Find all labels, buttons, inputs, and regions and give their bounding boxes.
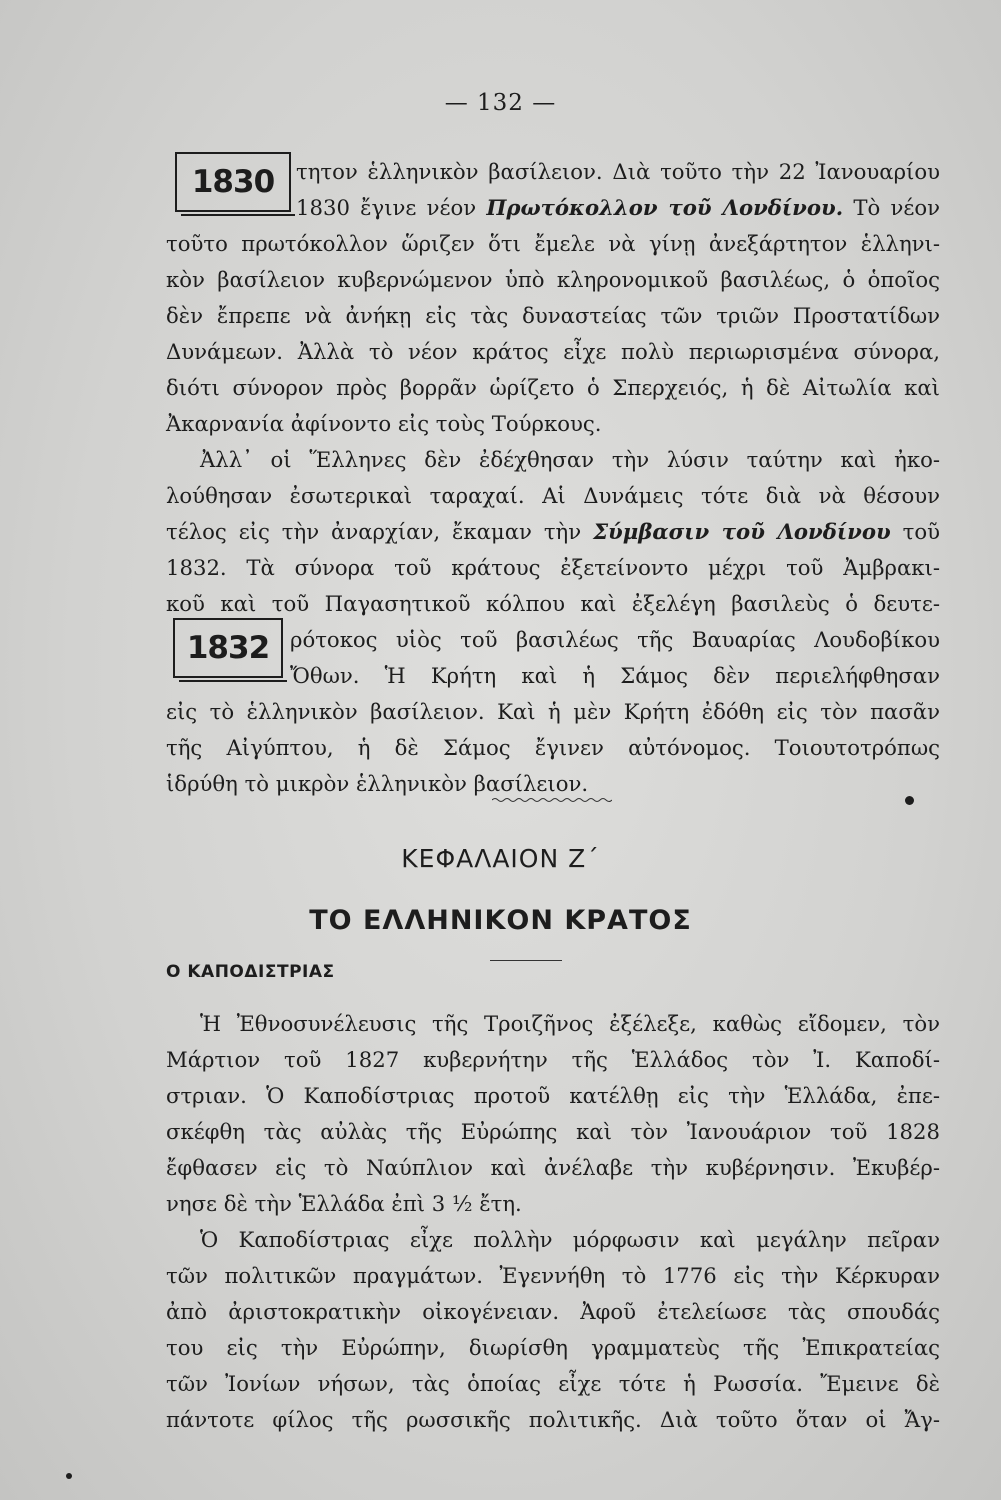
convention-emphasis: Σύμβασιν τοῦ Λονδίνου xyxy=(593,519,891,544)
protocol-emphasis: Πρωτόκολλον τοῦ Λονδίνου. xyxy=(486,195,844,220)
text-line: Ὄθων. Ἡ Κρήτη καὶ ἡ Σάμος δὲν περιελήφθησαν xyxy=(290,663,940,688)
text-line: πάντοτε φίλος τῆς ρωσσικῆς πολιτικῆς. Διὰ τοῦτο ὅταν οἱ Ἄγ- xyxy=(166,1407,940,1432)
text-line: ρότοκος υἱὸς τοῦ βασιλέως τῆς Βαυαρίας Λουδοβίκου xyxy=(290,627,940,652)
text-span: Τὸ νέον xyxy=(853,195,940,220)
text-line xyxy=(296,197,940,218)
text-line: ἱδρύθη τὸ μικρὸν ἑλληνικὸν βασίλειον. xyxy=(166,771,589,796)
text-line: τῶν Ἰονίων νήσων, τὰς ὁποίας εἶχε τότε ἡ Ρωσσία. Ἔμεινε δὲ xyxy=(166,1371,940,1396)
text-line: σκέφθη τὰς αὐλὰς τῆς Εὐρώπης καὶ τὸν Ἰανουάριον τοῦ 1828 xyxy=(166,1119,940,1144)
text-line: νησε δὲ τὴν Ἑλλάδα ἐπὶ 3 ½ ἔτη. xyxy=(166,1191,522,1216)
text-line: Ἀκαρνανία ἀφίνοντο εἰς τοὺς Τούρκους. xyxy=(166,411,602,436)
text-line: τῆς Αἰγύπτου, ἡ δὲ Σάμος ἔγινεν αὐτόνομος. Τοιουτοτρόπως xyxy=(166,735,940,760)
text-line: τητον ἑλληνικὸν βασίλειον. Διὰ τοῦτο τὴν 22 Ἰανουαρίου xyxy=(296,159,940,184)
text-line: Ἀλλ᾿ οἱ Ἕλληνες δὲν ἐδέχθησαν τὴν λύσιν ταύτην καὶ ἠκο- xyxy=(200,447,940,472)
text-line: του εἰς τὴν Εὐρώπην, διωρίσθη γραμματεὺς τῆς Ἐπικρατείας xyxy=(166,1335,940,1360)
text-line: λούθησαν ἐσωτερικαὶ ταραχαί. Αἱ Δυνάμεις τότε διὰ νὰ θέσουν xyxy=(166,483,940,508)
text-line: δὲν ἔπρεπε νὰ ἀνήκῃ εἰς τὰς δυναστείας τῶν τριῶν Προστατίδων xyxy=(166,303,940,328)
text-line: Μάρτιον τοῦ 1827 κυβερνήτην τῆς Ἑλλάδος τὸν Ἰ. Καποδί- xyxy=(166,1047,940,1072)
text-line: τοῦτο πρωτόκολλον ὥριζεν ὅτι ἔμελε νὰ γίνῃ ἀνεξάρτητον ἑλληνι- xyxy=(166,231,940,256)
print-speck xyxy=(905,796,914,805)
text-span: τέλος εἰς τὴν ἀναρχίαν, ἔκαμαν τὴν xyxy=(166,519,582,544)
text-line: 1832. Τὰ σύνορα τοῦ κράτους ἐξετείνοντο μέχρι τοῦ Ἀμβρακι- xyxy=(166,555,940,580)
ornament-divider xyxy=(492,796,612,804)
print-speck xyxy=(66,1473,72,1479)
text-span: 1830 ἔγινε νέον xyxy=(296,195,477,220)
chapter-title: ΤΟ ΕΛΛΗΝΙΚΟΝ ΚΡΑΤΟΣ xyxy=(309,905,692,936)
text-line: Δυνάμεων. Ἀλλὰ τὸ νέον κράτος εἶχε πολὺ περιωρισμένα σύνορα, xyxy=(166,339,940,364)
text-span: τοῦ xyxy=(902,519,940,544)
section-title: Ο ΚΑΠΟΔΙΣΤΡΙΑΣ xyxy=(166,962,335,982)
text-line: τῶν πολιτικῶν πραγμάτων. Ἐγεννήθη τὸ 1776 εἰς τὴν Κέρκυραν xyxy=(166,1263,940,1288)
text-line: ἀπὸ ἀριστοκρατικὴν οἰκογένειαν. Ἀφοῦ ἐτελείωσε τὰς σπουδάς xyxy=(166,1299,940,1324)
margin-year-1832: 1832 xyxy=(173,618,283,678)
text-line: κὸν βασίλειον κυβερνώμενον ὑπὸ κληρονομικοῦ βασιλέως, ὁ ὁποῖος xyxy=(166,267,940,292)
text-line xyxy=(166,521,940,542)
text-line: κοῦ καὶ τοῦ Παγασητικοῦ κόλπου καὶ ἐξελέγη βασιλεὺς ὁ δευτε- xyxy=(166,591,940,616)
chapter-label: ΚΕΦΑΛΑΙΟΝ Ζ΄ xyxy=(401,844,600,873)
text-line: διότι σύνορον πρὸς βορρᾶν ὡρίζετο ὁ Σπερχειός, ἡ δὲ Αἰτωλία καὶ xyxy=(166,375,940,400)
page-number: — 132 — xyxy=(444,90,557,116)
text-line: στριαν. Ὁ Καποδίστριας προτοῦ κατέλθῃ εἰς τὴν Ἑλλάδα, ἐπε- xyxy=(166,1083,940,1108)
text-line: ἔφθασεν εἰς τὸ Ναύπλιον καὶ ἀνέλαβε τὴν κυβέρνησιν. Ἐκυβέρ- xyxy=(166,1155,940,1180)
text-line: Ἡ Ἐθνοσυνέλευσις τῆς Τροιζῆνος ἐξέλεξε, καθὼς εἴδομεν, τὸν xyxy=(200,1011,940,1036)
title-rule xyxy=(490,960,562,961)
text-line: εἰς τὸ ἑλληνικὸν βασίλειον. Καὶ ἡ μὲν Κρήτη ἐδόθη εἰς τὸν πασᾶν xyxy=(166,699,940,724)
margin-year-1830: 1830 xyxy=(175,152,291,212)
text-line: Ὁ Καποδίστριας εἶχε πολλὴν μόρφωσιν καὶ μεγάλην πεῖραν xyxy=(200,1227,940,1252)
